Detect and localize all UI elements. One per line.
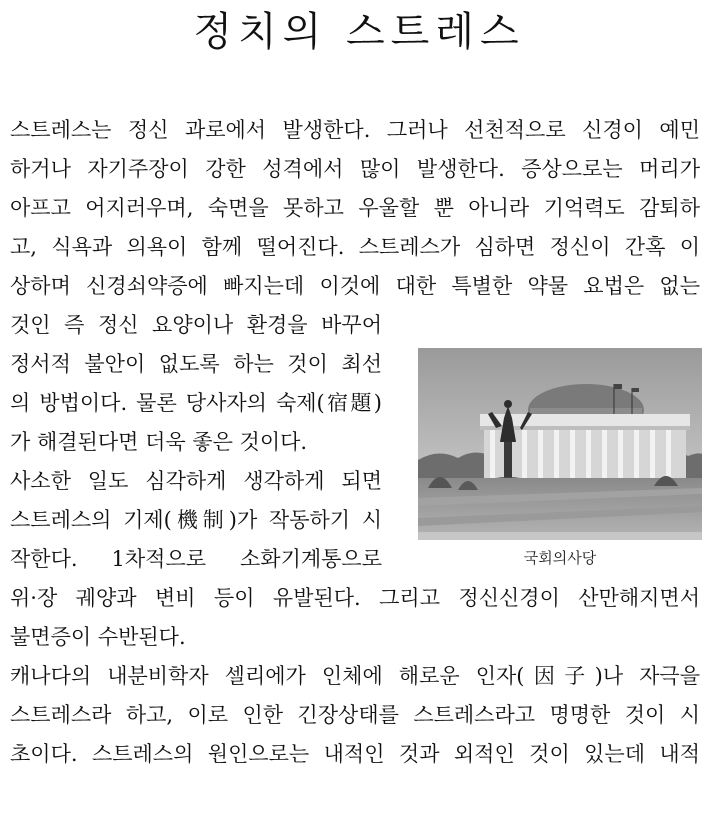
text-line: 캐나다의 내분비학자 셀리에가 인체에 해로운 인자(因子)나 자극을: [10, 664, 700, 688]
text-line: 작한다. 1차적으로 소화기계통으로: [10, 547, 382, 571]
text-line: 고, 식욕과 의욕이 함께 떨어진다. 스트레스가 심하면 정신이 간혹 이: [10, 235, 700, 259]
text-line: 사소한 일도 심각하게 생각하게 되면: [10, 469, 382, 493]
figure-caption: 국회의사당: [523, 549, 597, 567]
page-title: 정치의 스트레스: [193, 9, 525, 55]
text-line: 스트레스는 정신 과로에서 발생한다. 그러나 선천적으로 신경이 예민: [10, 118, 700, 142]
text-line: 초이다. 스트레스의 원인으로는 내적인 것과 외적인 것이 있는데 내적: [10, 742, 700, 766]
text-line: 하거나 자기주장이 강한 성격에서 많이 발생한다. 증상으로는 머리가: [10, 157, 700, 181]
text-line: 불면증이 수반된다.: [10, 625, 186, 649]
text-line: 것인 즉 정신 요양이나 환경을 바꾸어: [10, 313, 382, 337]
text-line: 상하며 신경쇠약증에 빠지는데 이것에 대한 특별한 약물 요법은 없는: [10, 274, 700, 298]
text-line: 의 방법이다. 물론 당사자의 숙제(宿題): [10, 391, 382, 415]
national-assembly-photo: [418, 348, 702, 540]
text-line: 가 해결된다면 더욱 좋은 것이다.: [10, 430, 308, 454]
text-line: 스트레스라 하고, 이로 인한 긴장상태를 스트레스라고 명명한 것이 시: [10, 703, 700, 727]
text-line: 위·장 궤양과 변비 등이 유발된다. 그리고 정신신경이 산만해지면서: [10, 586, 700, 610]
text-line: 정서적 불안이 없도록 하는 것이 최선: [10, 352, 382, 376]
text-line: 아프고 어지러우며, 숙면을 못하고 우울할 뿐 아니라 기억력도 감퇴하: [10, 196, 700, 220]
text-line: 스트레스의 기제(機制)가 작동하기 시: [10, 508, 382, 532]
